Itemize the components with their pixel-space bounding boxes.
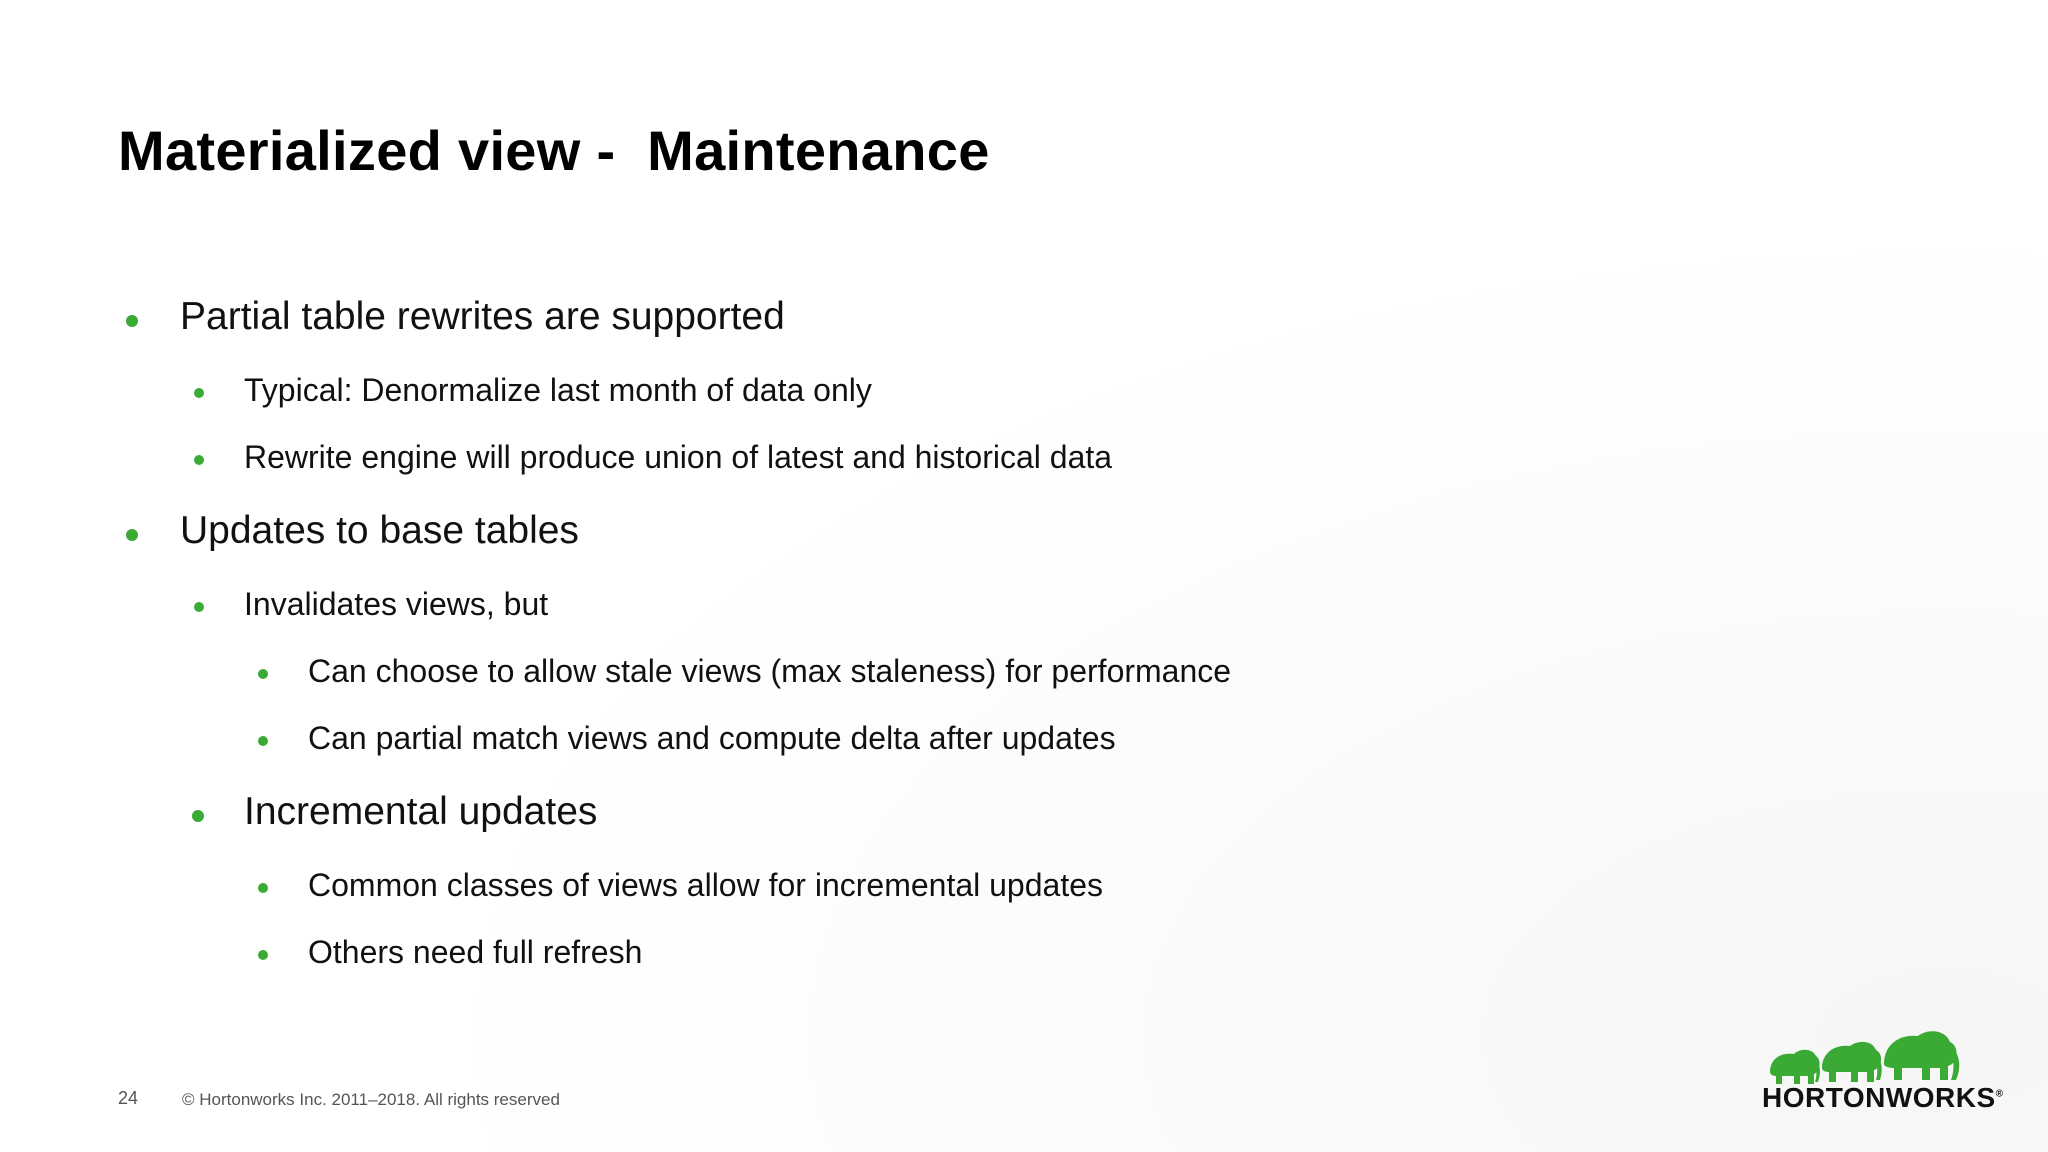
bullet-text: Rewrite engine will produce union of latest and historical data xyxy=(244,439,1113,475)
bullet-text: Updates to base tables xyxy=(180,509,579,552)
logo-wordmark: HORTONWORKS xyxy=(1762,1082,1996,1113)
bullet-dot-icon xyxy=(194,388,204,398)
page-number: 24 xyxy=(118,1088,139,1108)
registered-mark: ® xyxy=(1995,1088,2004,1100)
bullet-dot-icon xyxy=(194,602,204,612)
bullet-dot-icon xyxy=(192,810,204,822)
bullet-text: Can partial match views and compute delta after updates xyxy=(308,720,1116,756)
bullet-item xyxy=(308,720,1116,757)
bullet-text: Partial table rewrites are supported xyxy=(180,295,785,338)
bullet-dot-icon xyxy=(126,315,138,327)
copyright-text: © Hortonworks Inc. 2011–2018. All rights reserved xyxy=(182,1090,560,1109)
slide-title: Materialized view - Maintenance xyxy=(118,119,990,182)
bullet-dot-icon xyxy=(194,455,204,465)
hortonworks-logo-text xyxy=(1762,1082,2004,1114)
bullet-dot-icon xyxy=(258,883,268,893)
bullet-item xyxy=(308,934,642,971)
bullet-item xyxy=(308,867,1103,904)
bullet-dot-icon xyxy=(258,950,268,960)
bullet-dot-icon xyxy=(126,529,138,541)
bullet-text: Incremental updates xyxy=(244,790,598,833)
bullet-text: Others need full refresh xyxy=(308,934,643,970)
bullet-item xyxy=(180,295,785,339)
bullet-text: Can choose to allow stale views (max staleness) for performance xyxy=(308,653,1232,689)
bullet-item xyxy=(308,653,1231,690)
bullet-item xyxy=(244,372,872,409)
bullet-text: Typical: Denormalize last month of data only xyxy=(244,372,872,408)
bullet-item xyxy=(244,586,548,623)
bullet-item xyxy=(180,509,579,553)
bullet-dot-icon xyxy=(258,669,268,679)
bullet-dot-icon xyxy=(258,736,268,746)
bullet-item xyxy=(244,790,597,834)
bullet-item xyxy=(244,439,1112,476)
bullet-text: Invalidates views, but xyxy=(244,586,549,622)
bullet-text: Common classes of views allow for incremental updates xyxy=(308,867,1103,903)
